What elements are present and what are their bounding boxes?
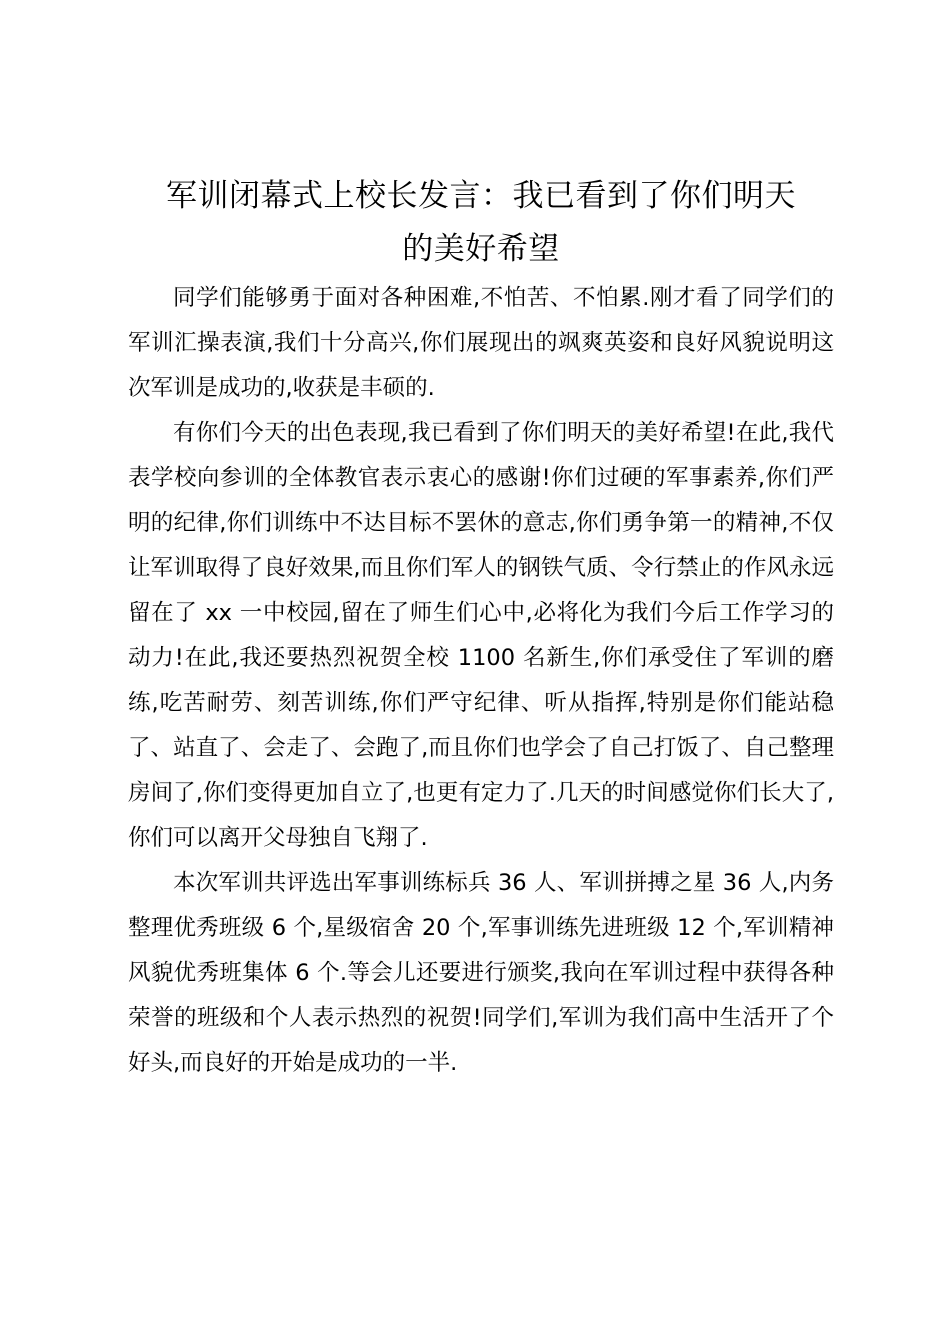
document-page xyxy=(128,170,834,1086)
paragraph-1: 同学们能够勇于面对各种困难,不怕苦、不怕累.刚才看了同学们的军训汇操表演,我们十分高兴,你们展现出的飒爽英姿和良好风貌说明这次军训是成功的,收获是丰硕的. xyxy=(128,285,834,401)
document-title xyxy=(128,170,834,276)
paragraph-3: 本次军训共评选出军事训练标兵 36 人、军训拼搏之星 36 人,内务整理优秀班级 6 个,星级宿舍 20 个,军事训练先进班级 12 个,军训精神风貌优秀班集体 6 个.等会儿还要进行颁奖,我向在军训过程中获得各种荣誉的班级和个人表示热烈的祝贺!同学们,军训为我们高中生活开了个好头,而良好的开始是成功的一半. xyxy=(128,870,834,1076)
title-line-2: 的美好希望 xyxy=(402,231,560,267)
paragraph-2: 有你们今天的出色表现,我已看到了你们明天的美好希望!在此,我代表学校向参训的全体教官表示衷心的感谢!你们过硬的军事素养,你们严明的纪律,你们训练中不达目标不罢休的意志,你们勇争第一的精神,不仅让军训取得了良好效果,而且你们军人的钢铁气质、令行禁止的作风永远留在了 xx 一中校园,留在了师生们心中,必将化为我们今后工作学习的动力!在此,我还要热烈祝贺全校 1100 名新生,你们承受住了军训的磨练,吃苦耐劳、刻苦训练,你们严守纪律、听从指挥,特别是你们能站稳了、站直了、会走了、会跑了,而且你们也学会了自己打饭了、自己整理房间了,你们变得更加自立了,也更有定力了.几天的时间感觉你们长大了,你们可以离开父母独自飞翔了. xyxy=(128,420,834,851)
title-line-1: 军训闭幕式上校长发言：我已看到了你们明天 xyxy=(166,178,796,214)
